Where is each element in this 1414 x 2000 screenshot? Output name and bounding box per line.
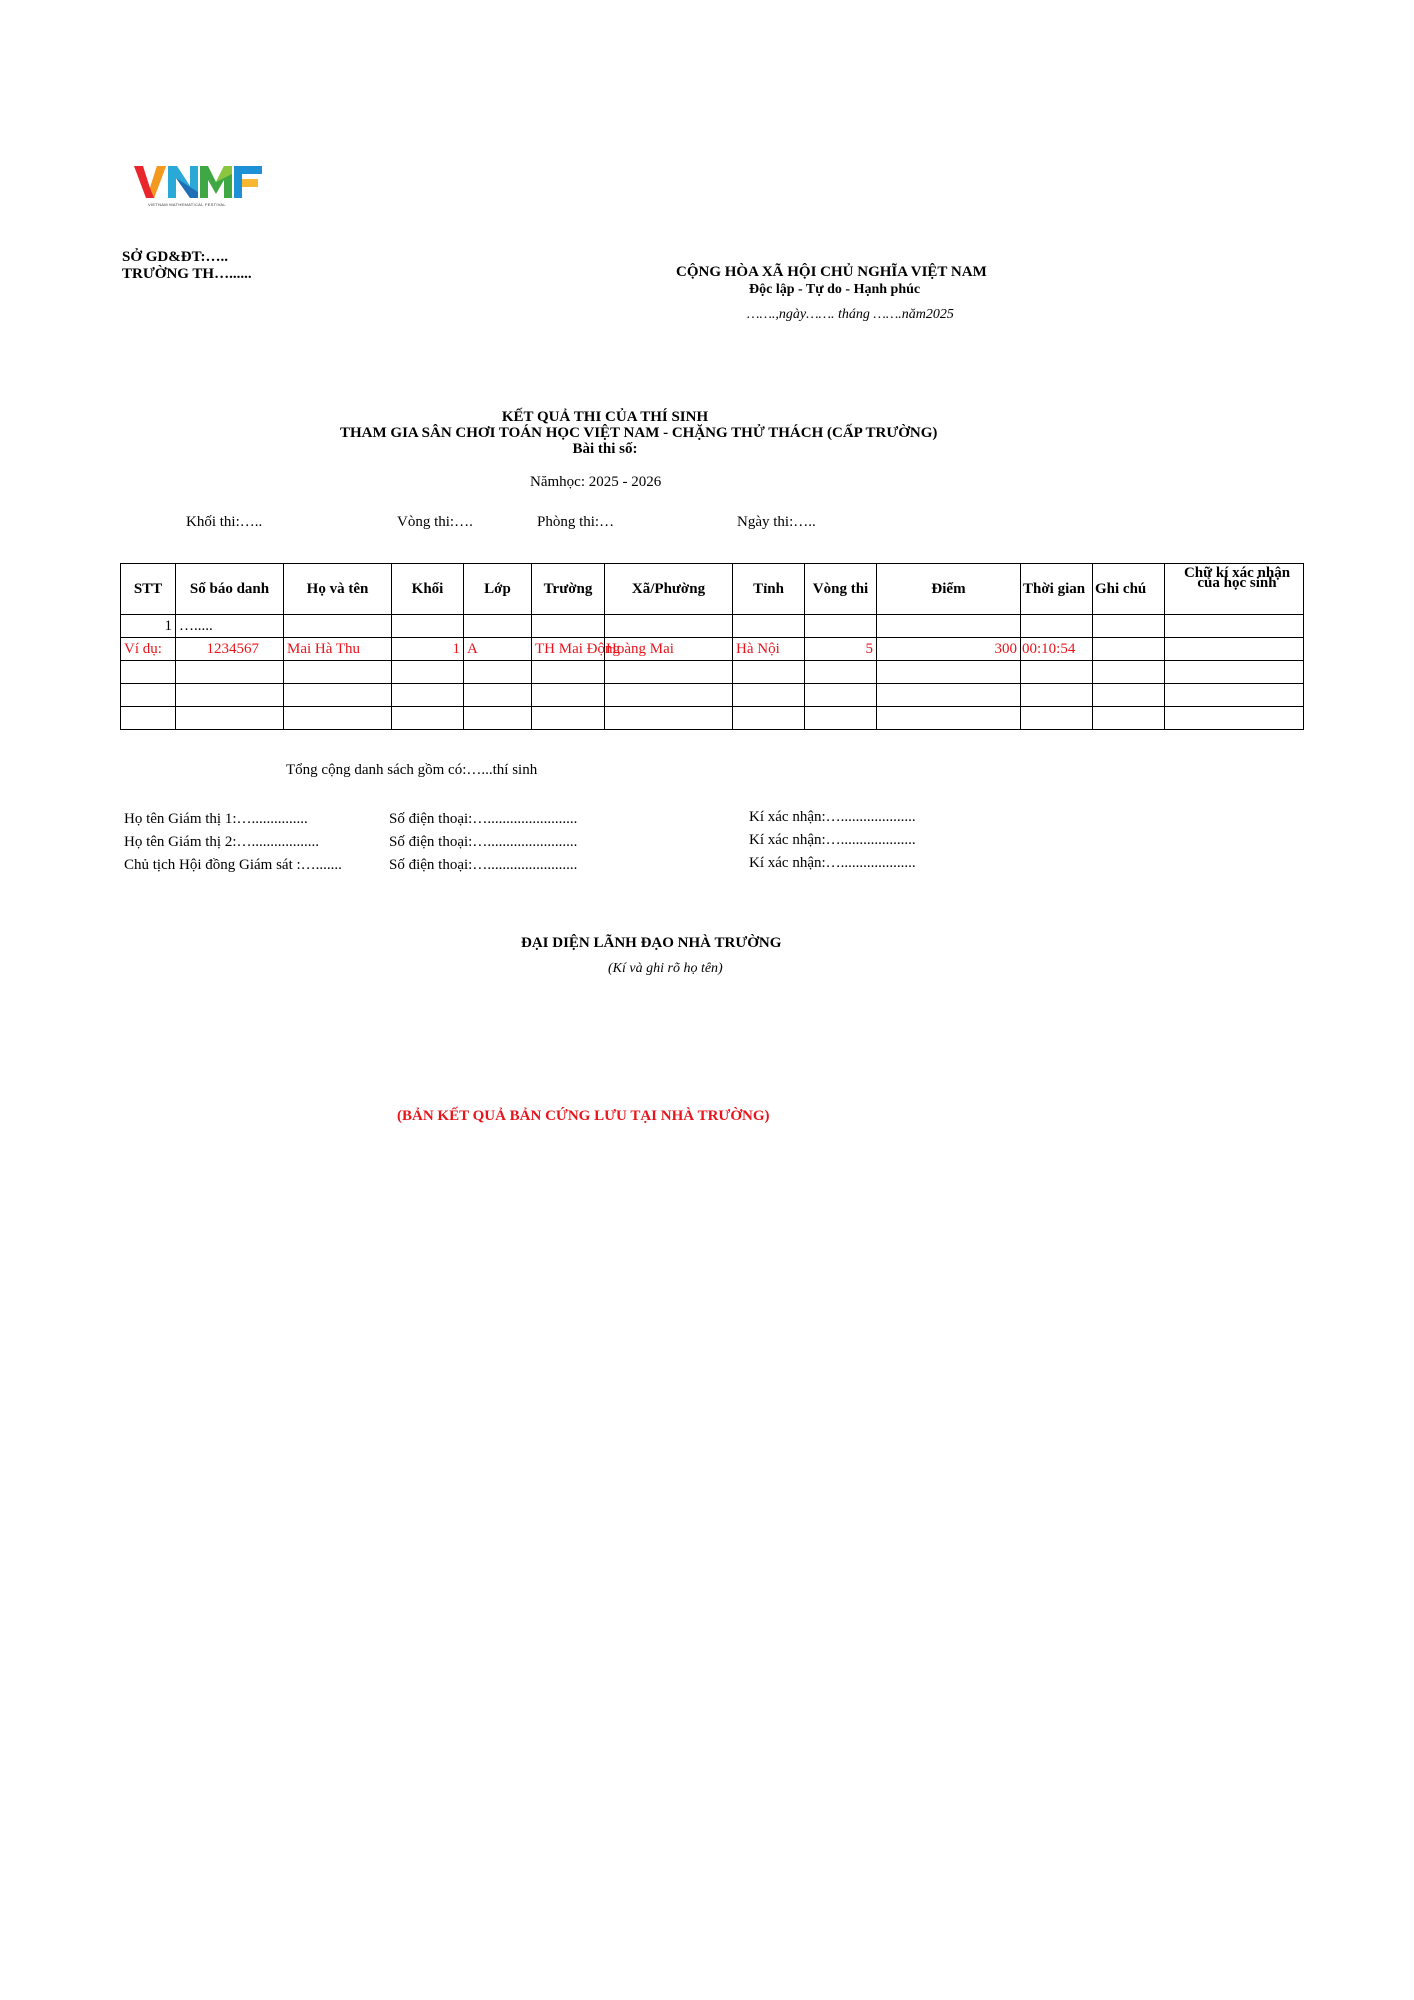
dept-label: SỞ GD&ĐT:….. [122, 249, 228, 265]
table-row-blank [121, 684, 1304, 707]
cell-grade [392, 615, 464, 638]
signer-phone: Số điện thoại:…........................ [389, 834, 578, 850]
leadership-subtitle: (Kí và ghi rõ họ tên) [608, 961, 723, 976]
cell-note [1093, 615, 1165, 638]
cell-time [1021, 615, 1093, 638]
footer-note: (BẢN KẾT QUẢ BẢN CỨNG LƯU TẠI NHÀ TRƯỜNG) [397, 1108, 770, 1124]
signer-phones [389, 808, 577, 877]
example-ward: Hoàng Mai [605, 638, 733, 661]
cell-name [284, 615, 392, 638]
cell-score [877, 615, 1021, 638]
example-school: TH Mai Động [532, 638, 605, 661]
school-year: Nămhọc: 2025 - 2026 [530, 474, 662, 490]
table-row-example [121, 638, 1304, 661]
cell-sign [1165, 615, 1304, 638]
round-field: Vòng thi:…. [397, 514, 473, 530]
example-grade: 1 [392, 638, 464, 661]
title-line-2: THAM GIA SÂN CHƠI TOÁN HỌC VIỆT NAM - CHẶNG THỬ THÁCH (CẤP TRƯỜNG) [340, 425, 938, 441]
signer-phone: Số điện thoại:…........................ [389, 857, 578, 873]
header-sign-label: Chữ kí xác nhận của học sinh [1183, 565, 1291, 591]
signer-confirm: Kí xác nhận:….................... [749, 855, 916, 871]
example-name: Mai Hà Thu [284, 638, 392, 661]
logo-tagline: VIETNAM MATHEMATICAL FESTIVAL [148, 202, 226, 207]
room-field: Phòng thi:… [537, 514, 615, 530]
cell-school [532, 615, 605, 638]
signer-name: Họ tên Giám thị 2:….................. [124, 834, 319, 850]
header-province: Tỉnh [733, 564, 805, 615]
cell-round [805, 615, 877, 638]
cell-sbd: …..... [176, 615, 284, 638]
motto: Độc lập - Tự do - Hạnh phúc [749, 282, 921, 297]
dept-header [122, 249, 252, 283]
example-score: 300 [877, 638, 1021, 661]
report-title [340, 409, 938, 457]
table-row-blank [121, 707, 1304, 730]
signer-name: Chủ tịch Hội đồng Giám sát :…....... [124, 857, 342, 873]
example-time: 00:10:54 [1021, 638, 1093, 661]
example-note [1093, 638, 1165, 661]
example-sbd: 1234567 [176, 638, 284, 661]
header-name: Họ và tên [284, 564, 392, 615]
example-round: 5 [805, 638, 877, 661]
header-round: Vòng thi [805, 564, 877, 615]
table-header-row [121, 564, 1304, 615]
example-sign [1165, 638, 1304, 661]
header-score: Điểm [877, 564, 1021, 615]
example-province: Hà Nội [733, 638, 805, 661]
title-line-3: Bài thi số: [572, 441, 638, 457]
leadership-title: ĐẠI DIỆN LÃNH ĐẠO NHÀ TRƯỜNG [521, 935, 782, 951]
school-label: TRƯỜNG TH…...... [122, 266, 252, 282]
grade-field: Khối thi:….. [186, 514, 263, 530]
signer-names [124, 808, 342, 877]
header-note: Ghi chú [1093, 564, 1165, 615]
header-sign [1165, 564, 1304, 615]
signer-confirm: Kí xác nhận:….................... [749, 809, 916, 825]
total-count: Tổng cộng danh sách gồm có:…...thí sinh [286, 762, 538, 778]
header-ward: Xã/Phường [605, 564, 733, 615]
signer-phone: Số điện thoại:…........................ [389, 811, 578, 827]
table-row-blank [121, 661, 1304, 684]
header-class: Lớp [464, 564, 532, 615]
cell-province [733, 615, 805, 638]
signer-confirm: Kí xác nhận:….................... [749, 832, 916, 848]
date-line: …….,ngày……. tháng …….năm2025 [747, 307, 954, 322]
signer-name: Họ tên Giám thị 1:…............... [124, 811, 308, 827]
cell-stt: 1 [121, 615, 176, 638]
cell-ward [605, 615, 733, 638]
signer-confirms [749, 806, 916, 875]
header-stt: STT [121, 564, 176, 615]
header-time: Thời gian [1021, 564, 1093, 615]
header-school: Trường [532, 564, 605, 615]
results-table [120, 563, 1304, 730]
header-sbd: Số báo danh [176, 564, 284, 615]
example-class: A [464, 638, 532, 661]
nation-title: CỘNG HÒA XÃ HỘI CHỦ NGHĨA VIỆT NAM [676, 264, 987, 280]
cell-class [464, 615, 532, 638]
date-field: Ngày thi:….. [737, 514, 816, 530]
title-line-1: KẾT QUẢ THI CỦA THÍ SINH [501, 409, 709, 425]
example-stt: Ví dụ: [121, 638, 176, 661]
vnmf-logo [134, 162, 266, 210]
table-row [121, 615, 1304, 638]
vnmf-logo-mark [134, 162, 266, 202]
header-grade: Khối [392, 564, 464, 615]
